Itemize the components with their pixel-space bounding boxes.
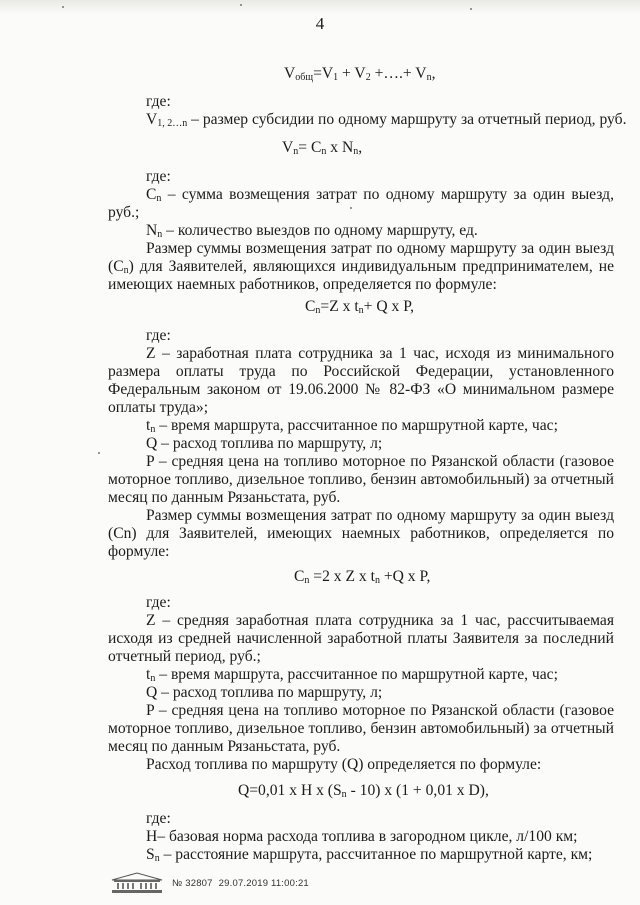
paragraph-line: Расход топлива по маршруту (Q) определяется по формуле: [146,756,542,773]
z-definition-line: Z – заработная плата сотрудника за 1 час, исходя из минимального [146,345,614,362]
p-definition-line: месяц по данным Рязаньстата, руб. [108,489,341,506]
scan-speck [240,4,242,6]
formula-q: Q=0,01 x H x $(S_n - 10)$ x (1 + 0,01 x D), [238,782,489,800]
scan-speck [470,8,472,10]
document-footer [108,872,309,894]
paragraph-line: имеющих наемных работников, определяется по формуле: [108,276,497,293]
formula-cn-individual: $C_n=Z$ x $t_n+ Q$ x P, [305,298,415,316]
p2-definition-line: P – средняя цена на топливо моторное по Рязанской области (газовое [146,702,614,719]
z-definition-line: размера оплаты труда по Российской Федерации, установленного [108,363,614,380]
q2-definition: Q – расход топлива по маршруту, л; [146,684,383,701]
z2-definition-line: Z – средняя заработная плата сотрудника за 1 час, рассчитываемая [146,612,614,629]
scan-speck [98,452,100,454]
paragraph-line: формуле: [108,543,170,560]
h-definition: H– базовая норма расхода топлива в загородном цикле, л/100 км; [146,828,578,845]
where-label: где: [146,168,171,185]
where-label: где: [146,327,171,344]
paragraph-line: Размер суммы возмещения затрат по одному маршруту за один выезд [146,240,614,257]
scan-speck [62,6,64,8]
where-label: где: [146,810,171,827]
z-definition-line: Федеральным законом от 19.06.2000 № 82-ФЗ «О минимальном размере [108,381,614,398]
p2-definition-line: моторное топливо, дизельное топливо, бензин автомобильный) за отчетный [108,720,614,737]
where-label: где: [146,594,171,611]
where-label: где: [146,93,171,110]
q-definition: Q – расход топлива по маршруту, л; [146,435,383,452]
s-definition: $S_n$ – расстояние маршрута, рассчитанное по маршрутной карте, км; [146,846,593,864]
formula-total: $V_{общ}=V_1 + V_2$ +….+ $V_n$, [284,65,436,83]
t2-definition: $t_n$ – время маршрута, рассчитанное по маршрутной карте, час; [146,666,558,684]
document-number: № 32807 [172,877,213,889]
t-definition: $t_n$ – время маршрута, рассчитанное по маршрутной карте, час; [146,417,558,435]
page-number: 4 [315,14,325,33]
n-definition: $N_n$ – количество выездов по одному маршруту, ед. [146,222,478,240]
paragraph-line: (Cn) для Заявителей, имеющих наемных работников, определяется по [108,525,614,542]
formula-vn: $V_n= C_n$ x $N_n$, [282,139,363,157]
paragraph-line: Размер суммы возмещения затрат по одному маршруту за один выезд [146,507,614,524]
c-definition: $C_n$ – сумма возмещения затрат по одному маршруту за один выезд, [146,186,614,204]
z2-definition-line: отчетный период, руб.; [108,648,261,665]
z-definition-line: оплаты труда»; [108,399,209,416]
p-definition-line: P – средняя цена на топливо моторное по Рязанской области (газовое [146,453,614,470]
v-definition: $V_{1, 2\dots n}$ – размер субсидии по одному маршруту за отчетный период, руб. [146,111,627,129]
scan-edge [0,0,640,14]
formula-cn-employer: $C_n =2$ x Z x $t_n +Q$ x P, [294,568,431,586]
c-definition-cont: руб.; [108,204,140,221]
p-definition-line: моторное топливо, дизельное топливо, бензин автомобильный) за отчетный [108,471,614,488]
scan-speck [350,207,352,209]
paragraph-line: $(C_n)$ для Заявителей, являющихся индивидуальным предпринимателем, не [108,258,614,276]
z2-definition-line: исходя из средней начисленной заработной платы Заявителя за последний [108,630,614,647]
p2-definition-line: месяц по данным Рязаньстата, руб. [108,738,341,755]
document-datetime: 29.07.2019 11:00:21 [218,877,309,889]
government-building-logo [108,872,166,894]
